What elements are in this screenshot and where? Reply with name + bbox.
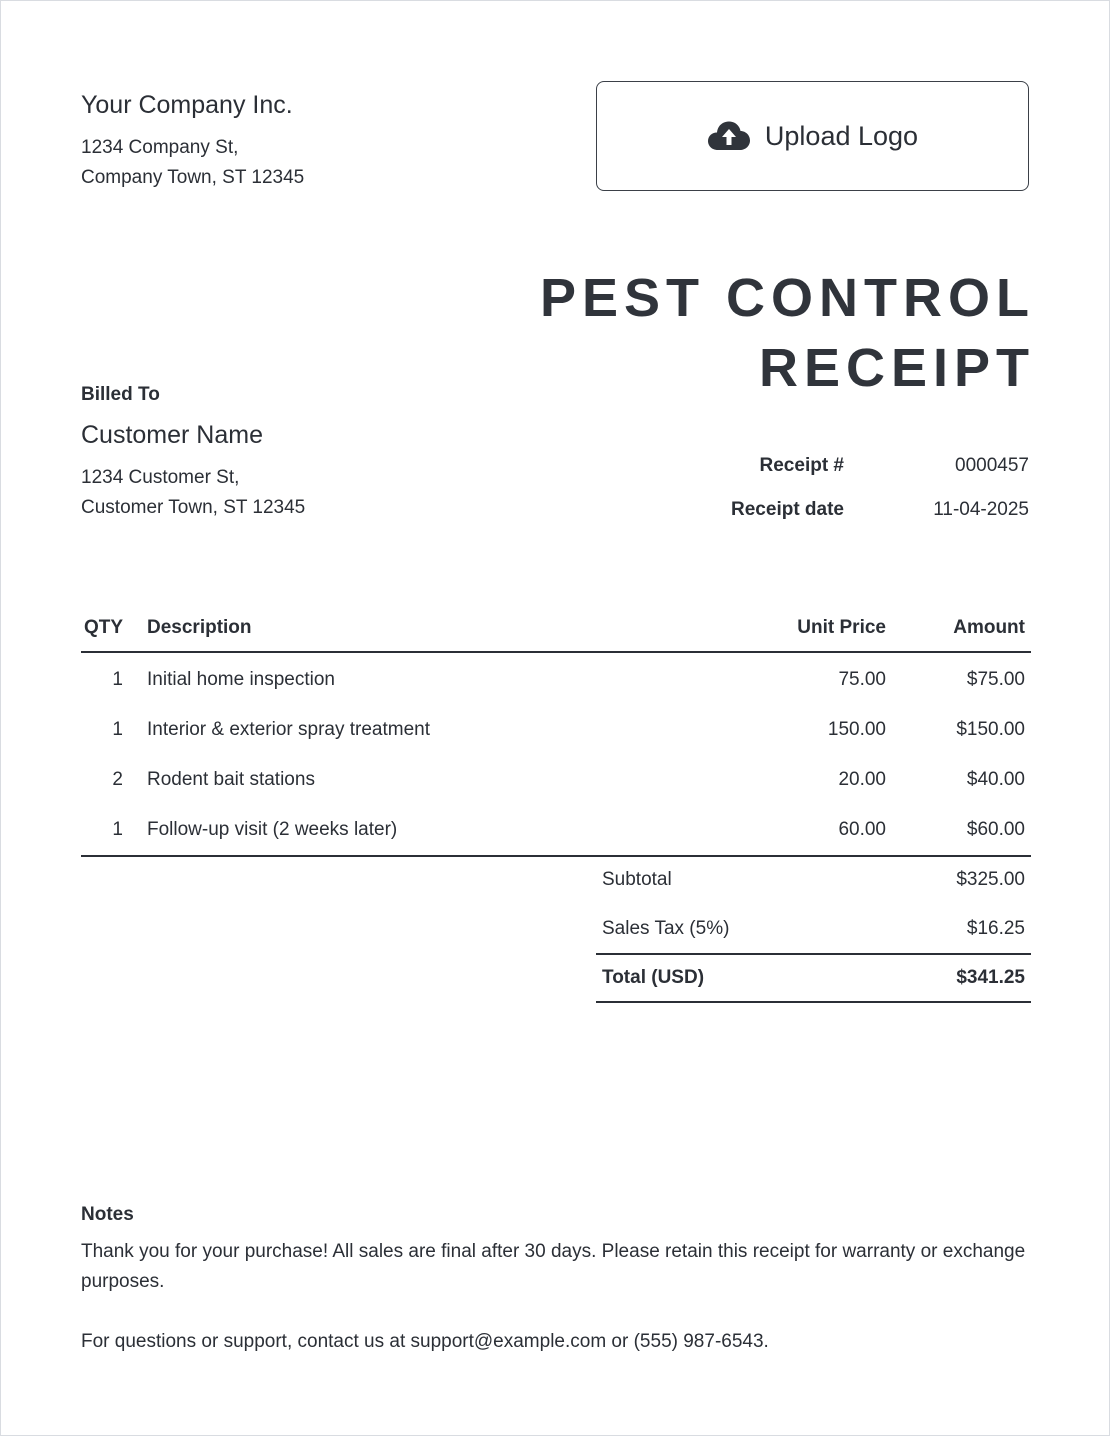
- tax-row: [596, 904, 1031, 954]
- subtotal-label: Subtotal: [602, 868, 672, 890]
- header-amount: Amount: [886, 605, 1031, 652]
- upload-logo-label: Upload Logo: [764, 120, 919, 151]
- customer-address: [81, 463, 305, 523]
- item-description: Initial home inspection: [147, 669, 335, 690]
- billed-to-label: Billed To: [81, 384, 160, 405]
- subtotal-value: $325.00: [956, 868, 1025, 890]
- header-unit-price: Unit Price: [666, 605, 886, 652]
- upload-logo-button[interactable]: [596, 81, 1029, 191]
- item-description: Follow-up visit (2 weeks later): [135, 805, 666, 856]
- notes-body: [81, 1237, 1031, 1357]
- receipt-date-value: 11-04-2025: [933, 499, 1029, 520]
- company-name: Your Company Inc.: [81, 91, 293, 119]
- subtotal-row: [596, 855, 1031, 904]
- item-unit-price: 60.00: [666, 805, 886, 856]
- item-unit-price: 20.00: [838, 769, 886, 790]
- item-unit-price: 75.00: [838, 669, 886, 690]
- item-qty: 1: [112, 669, 123, 690]
- notes-text: Thank you for your purchase! All sales are final after 30 days. Please retain this receipt for warranty or exchange purposes.: [81, 1241, 1026, 1292]
- item-amount: $150.00: [956, 719, 1025, 740]
- item-amount: $40.00: [966, 769, 1025, 790]
- item-qty: 1: [81, 805, 135, 856]
- item-qty: 1: [112, 719, 123, 740]
- item-description: Rodent bait stations: [147, 769, 315, 790]
- table-header-row: [81, 605, 1031, 652]
- item-unit-price: 150.00: [827, 719, 886, 740]
- company-address-line2: Company Town, ST 12345: [81, 167, 305, 188]
- receipt-number-value: 0000457: [955, 455, 1029, 476]
- document-title: [429, 263, 1035, 403]
- receipt-number-label: Receipt #: [759, 455, 844, 476]
- document-title-line2: RECEIPT: [758, 338, 1035, 398]
- totals-table: [596, 855, 1031, 1003]
- tax-label: Sales Tax (5%): [596, 904, 875, 954]
- item-description: Interior & exterior spray treatment: [147, 719, 430, 740]
- table-row: [81, 805, 1031, 856]
- line-items-table: [81, 605, 1031, 857]
- customer-address-line2: Customer Town, ST 12345: [81, 497, 306, 518]
- document-title-line1: PEST CONTROL: [539, 268, 1035, 328]
- item-qty: 2: [112, 769, 123, 790]
- customer-name: Customer Name: [81, 421, 263, 449]
- company-address: [81, 133, 304, 193]
- header-description: Description: [135, 605, 666, 652]
- tax-value: $16.25: [875, 904, 1031, 954]
- total-row: [596, 954, 1031, 1002]
- table-row: [81, 755, 1031, 805]
- receipt-date-label: Receipt date: [731, 499, 844, 520]
- table-row: [81, 652, 1031, 705]
- total-value: $341.25: [875, 954, 1031, 1002]
- total-label: Total (USD): [596, 954, 875, 1002]
- customer-address-line1: 1234 Customer St,: [81, 467, 240, 488]
- header-qty: QTY: [81, 605, 135, 652]
- cloud-upload-icon: [707, 120, 751, 152]
- company-address-line1: 1234 Company St,: [81, 137, 239, 158]
- table-row: [81, 705, 1031, 755]
- item-amount: $75.00: [966, 669, 1025, 690]
- item-amount: $60.00: [886, 805, 1031, 856]
- notes-label: Notes: [81, 1204, 134, 1225]
- notes-contact-text: For questions or support, contact us at support@example.com or (555) 987-6543.: [81, 1331, 769, 1352]
